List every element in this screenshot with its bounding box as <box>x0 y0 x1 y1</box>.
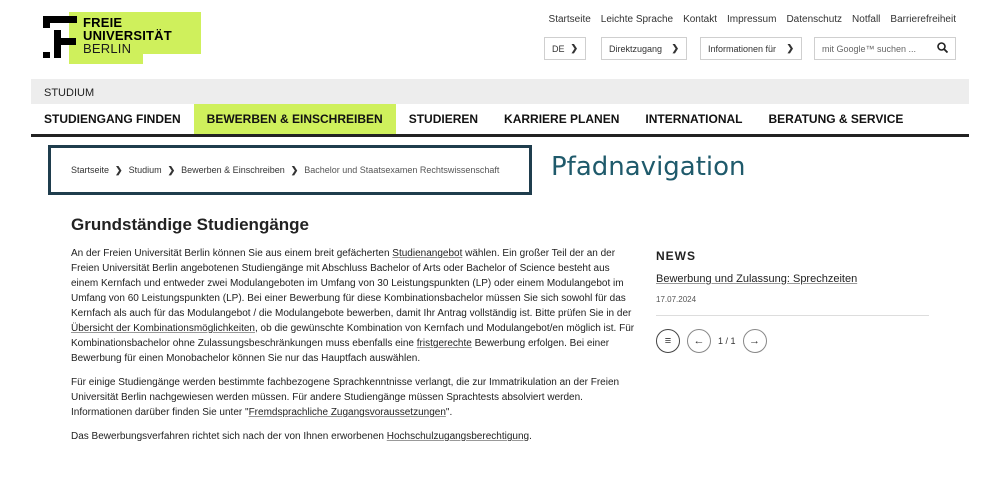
breadcrumb-item-startseite[interactable]: Startseite <box>71 165 110 175</box>
direct-access-select[interactable] <box>601 37 687 60</box>
paragraph-3 <box>71 429 636 444</box>
text: . <box>529 431 532 442</box>
chevron-down-icon: ❯ <box>786 43 794 53</box>
breadcrumb-item-current: Bachelor und Staatsexamen Rechtswissenschaft <box>304 165 500 175</box>
text: Für einige Studiengänge werden bestimmte fachbezogene Sprachkenntnisse verlangt, die zur Immatrikulation an der Freien Universität Berlin nachgewiesen werden müssen. Für andere Studiengänge müssen Sprachtests absolviert werden. Informationen darüber finden Sie unter " <box>71 377 620 418</box>
news-pager <box>656 329 767 353</box>
chevron-down-icon: ❯ <box>671 43 679 53</box>
link-kombinationsmoeglichkeiten[interactable]: Übersicht der Kombinationsmöglichkeiten <box>71 323 255 334</box>
breadcrumb <box>48 145 532 195</box>
news-item-link[interactable]: Bewerbung und Zulassung: Sprechzeiten <box>656 273 858 285</box>
section-label[interactable]: STUDIUM <box>44 87 95 99</box>
link-hochschulzugangsberechtigung[interactable]: Hochschulzugangsberechtigung <box>386 431 530 442</box>
link-notfall[interactable]: Notfall <box>852 14 881 25</box>
search-icon[interactable] <box>937 42 948 56</box>
nav-international[interactable]: INTERNATIONAL <box>645 112 743 126</box>
text: , ob die gewünschte Kombination von Kernfach und Modulangebot/en möglich ist. Für Kombinationsbachelor ohne Zulassungsbeschränkungen muss ebenfalls eine <box>71 323 635 349</box>
breadcrumb-annotation: Pfadnavigation <box>551 152 746 182</box>
fu-berlin-logo[interactable] <box>43 12 201 64</box>
text: An der Freien Universität Berlin können Sie aus einem breit gefächerten <box>71 248 393 259</box>
text: Das Bewerbungsverfahren richtet sich nach der von Ihnen erworbenen <box>71 431 387 442</box>
chevron-down-icon: ❯ <box>570 43 578 53</box>
breadcrumb-item-studium[interactable]: Studium <box>128 165 162 175</box>
logo-wordmark <box>83 16 172 55</box>
direct-access-label: Direktzugang <box>609 43 663 54</box>
language-value: DE <box>552 43 565 54</box>
nav-karriere-planen[interactable]: KARRIERE PLANEN <box>504 112 620 126</box>
search-input[interactable] <box>814 37 956 60</box>
chevron-right-icon: ❯ <box>290 164 299 175</box>
main-navigation <box>31 104 969 137</box>
breadcrumb-item-bewerben[interactable]: Bewerben & Einschreiben <box>181 165 285 175</box>
logo-mark-icon <box>43 16 79 60</box>
link-leichte-sprache[interactable]: Leichte Sprache <box>600 14 674 25</box>
pager-count: 1 / 1 <box>718 336 736 346</box>
main-content <box>71 246 636 453</box>
text: ". <box>445 407 453 418</box>
news-item-date: 17.07.2024 <box>656 295 697 304</box>
nav-beratung-service[interactable]: BERATUNG & SERVICE <box>768 112 904 126</box>
info-for-label: Informationen für <box>708 43 777 54</box>
page-title: Grundständige Studiengänge <box>71 215 310 234</box>
info-for-select[interactable] <box>700 37 802 60</box>
divider <box>656 315 929 316</box>
text: wählen. Ein großer Teil der an der Freien Universität Berlin angebotenen Studiengänge mit Abschluss Bachelor of Arts oder Bachelor of Science besteht aus einem Kernfach und entweder zwei Modulangeboten im Umfang von 30 Leistungspunkten (LP) oder einem Modulangebot im Umfang von 60 Leistungspunkten (LP). Bei einer Bewerbung für diese Kombinationsbachelor müssen Sie sich sowohl für das Kernfach als auch für das Modulangebot / die Modulangebote bewerben, damit Ihr Antrag vollständig ist. Bitte prüfen Sie in der <box>71 248 632 319</box>
chevron-right-icon: ❯ <box>115 164 123 175</box>
nav-studieren[interactable]: STUDIEREN <box>408 112 479 126</box>
language-select[interactable] <box>544 37 586 60</box>
arrow-left-icon[interactable]: ← <box>687 329 711 353</box>
logo-line-1: FREIE <box>83 15 123 30</box>
link-studienangebot[interactable]: Studienangebot <box>392 248 463 259</box>
link-startseite[interactable]: Startseite <box>548 14 591 25</box>
logo-line-2: UNIVERSITÄT <box>83 28 172 43</box>
text: Bewerbung erfolgen. Bei einer Bewerbung für einen Monobachelor können Sie nur das Hauptfach auswählen. <box>71 338 610 364</box>
arrow-right-icon[interactable]: → <box>743 329 767 353</box>
section-bar <box>31 79 969 104</box>
chevron-right-icon: ❯ <box>167 164 176 175</box>
news-heading: NEWS <box>656 249 696 263</box>
link-fremdsprachliche-zugangsvoraussetzungen[interactable]: Fremdsprachliche Zugangsvoraussetzungen <box>248 407 446 418</box>
logo-line-3: BERLIN <box>83 41 132 56</box>
search-placeholder: mit Google™ suchen ... <box>822 43 917 54</box>
list-icon[interactable]: ≡ <box>656 329 680 353</box>
utility-links <box>549 14 956 25</box>
link-barrierefreiheit[interactable]: Barrierefreiheit <box>890 14 956 25</box>
nav-studiengang-finden[interactable]: STUDIENGANG FINDEN <box>44 112 181 126</box>
nav-bewerben-einschreiben[interactable]: BEWERBEN & EINSCHREIBEN <box>194 104 396 134</box>
link-kontakt[interactable]: Kontakt <box>683 14 717 25</box>
paragraph-2 <box>71 375 636 420</box>
paragraph-1 <box>71 246 636 366</box>
link-fristgerechte[interactable]: fristgerechte <box>416 338 472 349</box>
link-impressum[interactable]: Impressum <box>727 14 777 25</box>
link-datenschutz[interactable]: Datenschutz <box>786 14 843 25</box>
